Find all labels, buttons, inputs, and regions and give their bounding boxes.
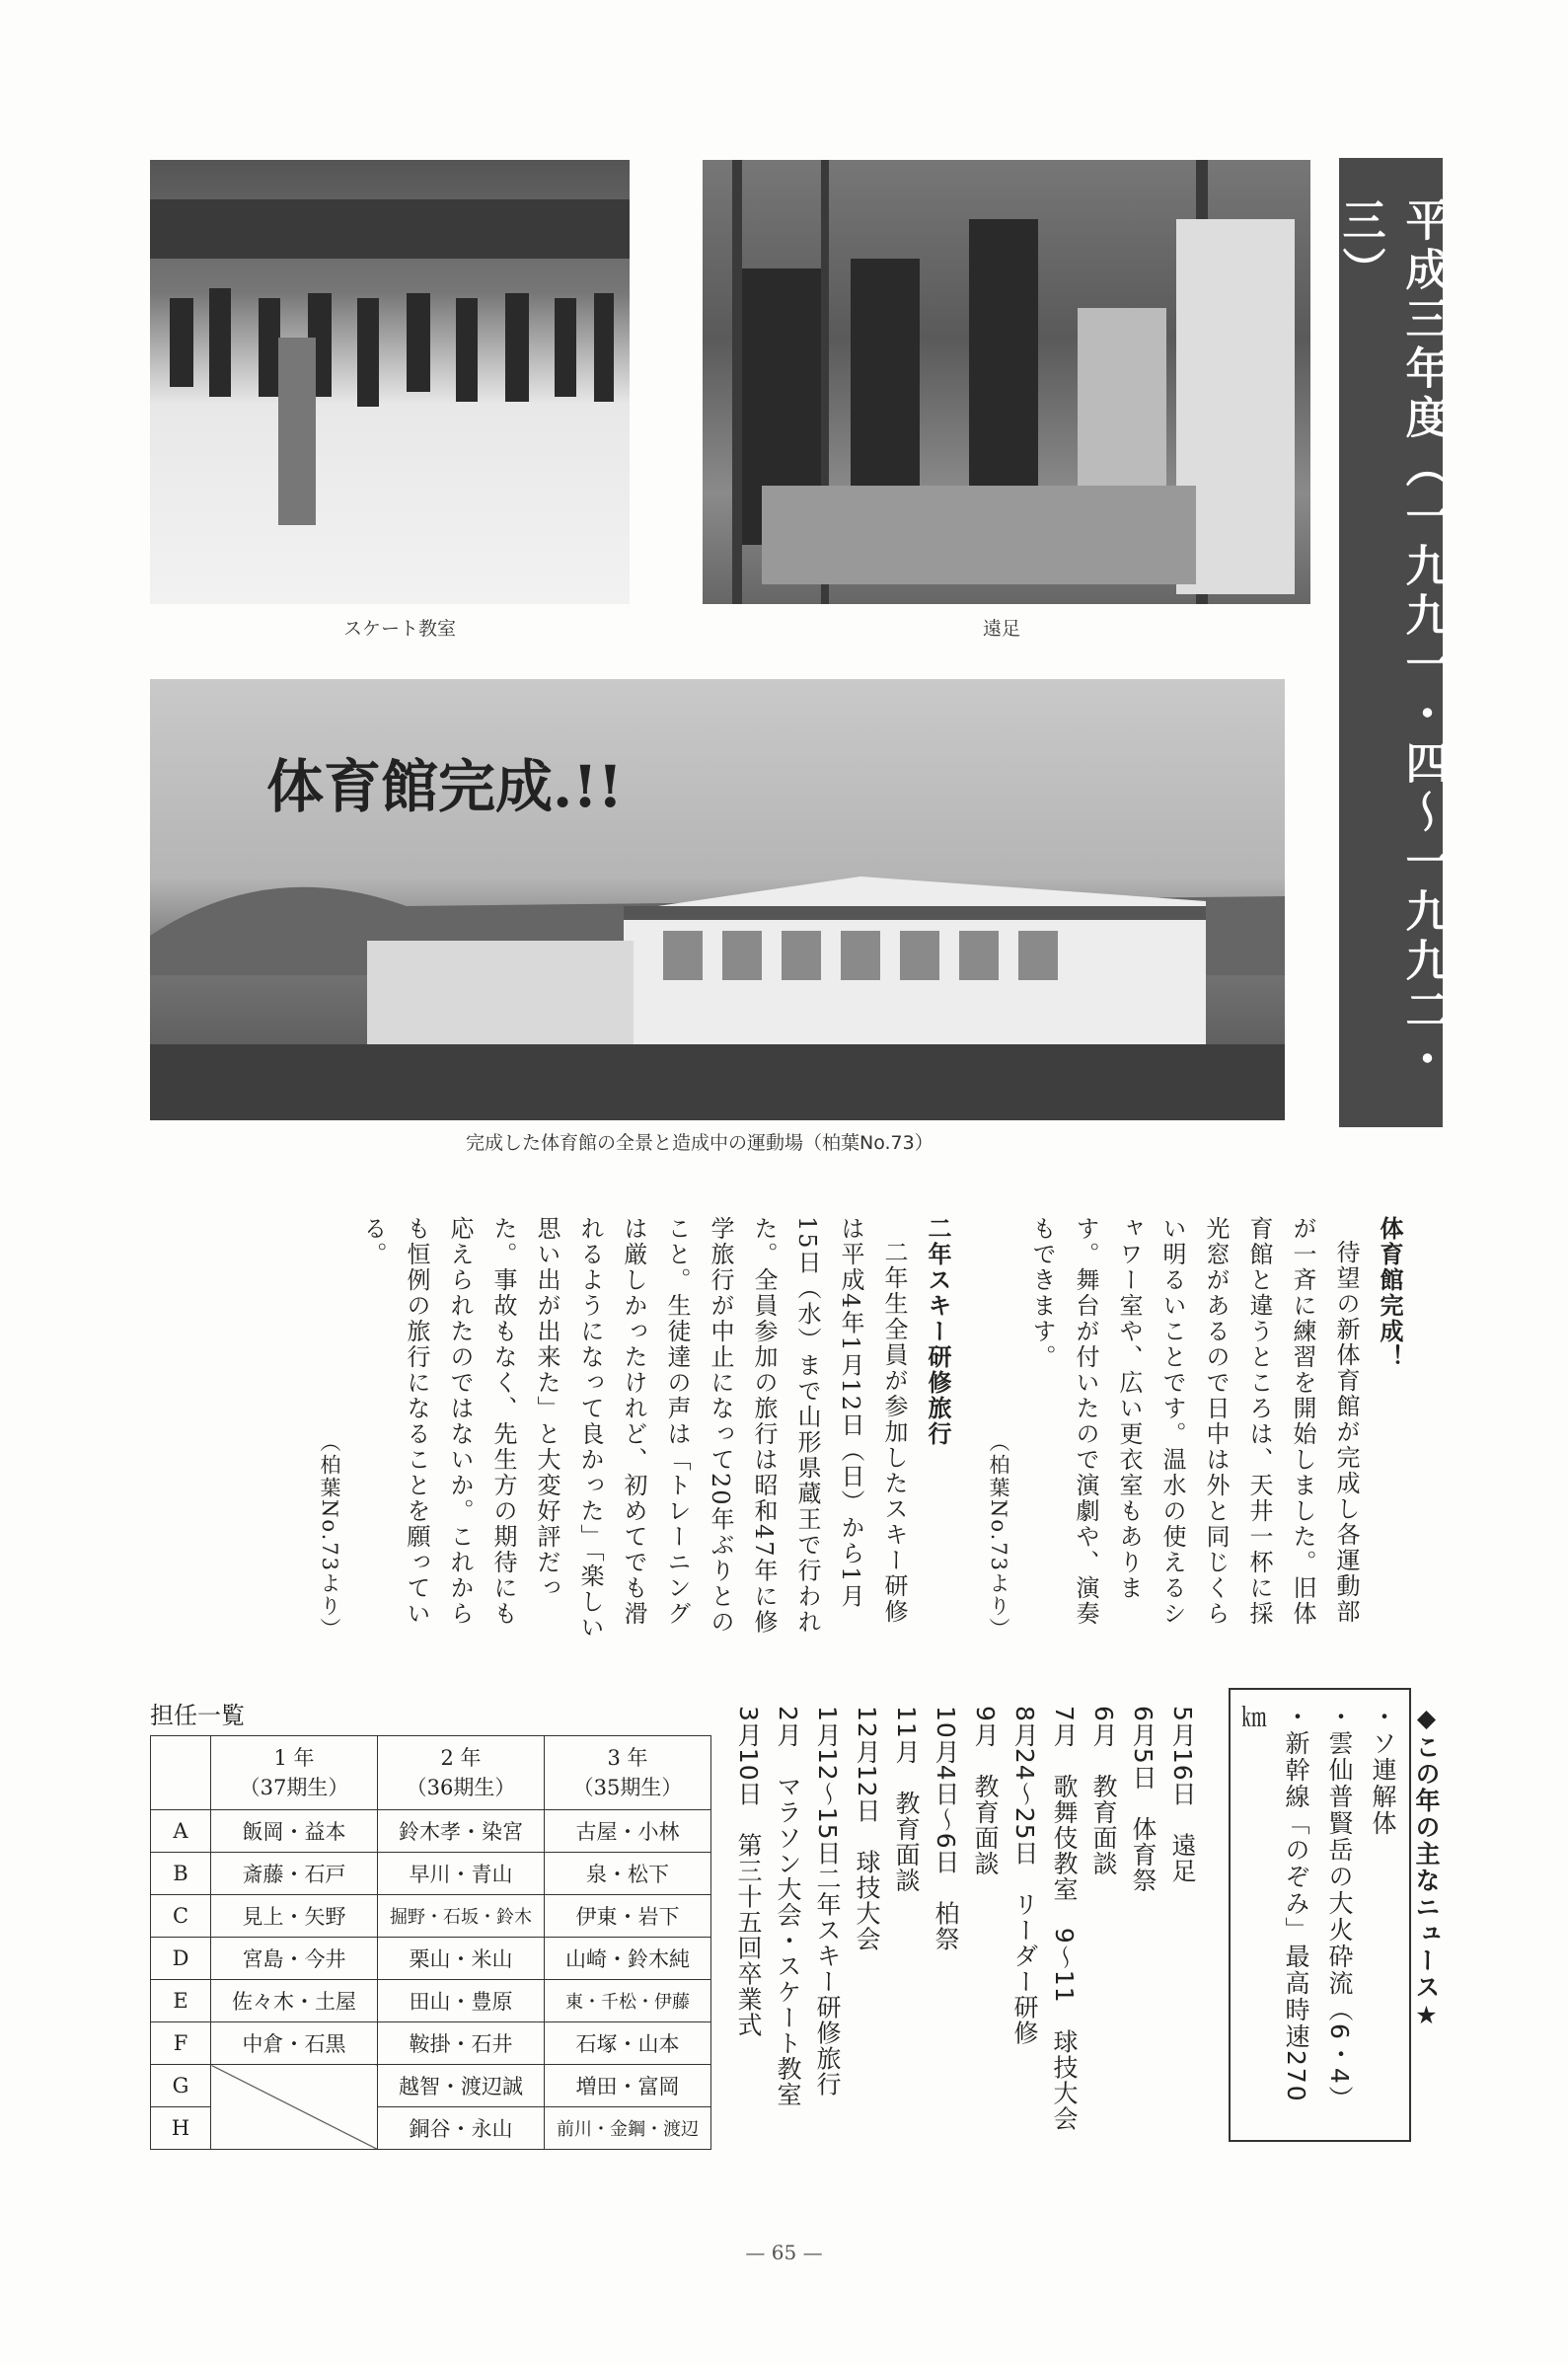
table-row: B 斎藤・石戸 早川・青山 泉・松下 (151, 1853, 711, 1895)
excursion-caption: 遠足 (983, 618, 1021, 640)
article-gym-source: （柏葉No.73より） (987, 1430, 1010, 1640)
header-year2: 2 年 （36期生） (378, 1736, 545, 1810)
year-title: 平成三年度（一九九一・四〜一九九二・三） (1334, 197, 1449, 1086)
table-row: A 飯岡・益本 鈴木孝・染宮 古屋・小林 (151, 1810, 711, 1853)
table-row: H 銅谷・永山 前川・金鋼・渡辺 (151, 2107, 711, 2150)
event-item: 7月 歌舞伎教室 9〜11 球技大会 (1050, 1706, 1079, 2132)
homeroom-table (150, 1735, 711, 2150)
table-row: E 佐々木・土屋 田山・豊原 東・千松・伊藤 (151, 1980, 711, 2022)
skate-class-photo (150, 160, 630, 604)
news-title: ◆この年の主なニュース★ (1412, 1704, 1441, 2031)
news-item: ・新幹線「のぞみ」最高時速270㎞ (1238, 1704, 1310, 2103)
event-item: 6月5日 体育祭 (1129, 1706, 1157, 1893)
page-number: — 65 — (745, 2241, 823, 2264)
event-item: 5月16日 遠足 (1168, 1706, 1197, 1884)
news-item: ・ソ連解体 (1369, 1704, 1397, 1837)
year-title-band (1334, 158, 1449, 1127)
header-year1: 1 年 （37期生） (211, 1736, 378, 1810)
table-row: C 見上・矢野 掘野・石坂・鈴木 伊東・岩下 (151, 1895, 711, 1938)
article-gym (987, 1216, 1411, 1640)
event-item: 11月 教育面談 (892, 1706, 921, 1893)
news-item: ・雲仙普賢岳の大火砕流（6・4） (1325, 1704, 1354, 2112)
event-item: 8月24〜25日 リーダー研修 (1010, 1706, 1039, 2046)
event-item: 2月 マラソン大会・スケート教室 (774, 1706, 802, 2107)
article-gym-body: 待望の新体育館が完成し各運動部が一斉に練習を開始しました。旧体育館と違うところは、天井一杯に採光窓があるので日中は外と同じくらい明るいことです。温水の使えるシャワー室や、広い更衣室もあります。舞台が付いたので演劇や、演奏もできます。 (1028, 1216, 1360, 1627)
empty-diagonal-cell (211, 2065, 378, 2150)
excursion-photo (703, 160, 1310, 604)
article-ski-source: （柏葉No.73より） (318, 1430, 341, 1640)
event-item: 6月 教育面談 (1089, 1706, 1118, 1876)
event-item: 1月12〜15日二年スキー研修旅行 (813, 1706, 842, 2097)
gym-complete-overlay: 体育館完成.!! (266, 753, 624, 820)
article-ski (318, 1216, 959, 1640)
event-item: 12月12日 球技大会 (853, 1706, 881, 1952)
header-year3: 3 年 （35期生） (545, 1736, 711, 1810)
events-list (709, 1706, 1202, 2170)
homeroom-title: 担任一覧 (150, 1702, 245, 1729)
event-item: 10月4日〜6日 柏祭 (932, 1706, 960, 1952)
table-row: D 宮島・今井 栗山・米山 山崎・鈴木純 (151, 1938, 711, 1980)
table-row: G 越智・渡辺誠 増田・富岡 (151, 2065, 711, 2107)
event-item: 9月 教育面談 (971, 1706, 1000, 1876)
gym-caption: 完成した体育館の全景と造成中の運動場（柏葉No.73） (466, 1132, 933, 1154)
article-ski-body: 二年生全員が参加したスキー研修は平成4年1月12日（日）から1月15日（水）まで山形県蔵王で行われた。全員参加の旅行は昭和47年に修学旅行が中止になって20年ぶりとのこと。生徒達の声は「トレーニングは厳しかったけれど、初めてでも滑れるようになって良かった」「楽しい思い出が出来た」と大変好評だった。事故もなく、先生方の期待にも応えられたのではないか。これからも恒例の旅行になることを願っている。 (359, 1216, 908, 1640)
article-gym-heading: 体育館完成！ (1376, 1216, 1403, 1370)
news-list (1231, 1704, 1448, 2118)
article-ski-heading: 二年スキー研修旅行 (924, 1216, 951, 1447)
gym-photo (150, 679, 1285, 1120)
table-row: F 中倉・石黒 鞍掛・石井 石塚・山本 (151, 2022, 711, 2065)
event-item: 3月10日 第三十五回卒業式 (734, 1706, 763, 2038)
news-box (1229, 1688, 1441, 2142)
skate-class-caption: スケート教室 (343, 618, 457, 640)
